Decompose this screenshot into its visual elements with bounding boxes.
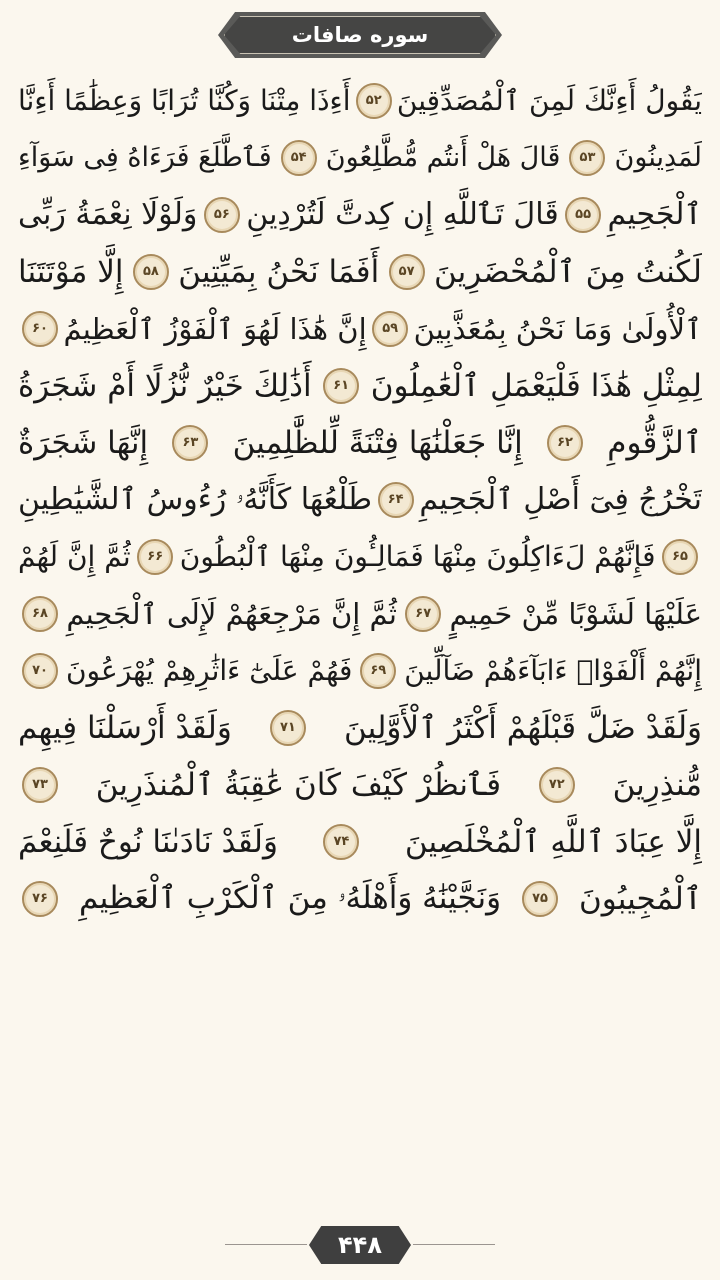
verse-line bbox=[18, 471, 702, 528]
verse-text: فَٱنظُرْ كَيْفَ كَانَ عَٰقِبَةُ ٱلْمُنذَرِينَ bbox=[95, 766, 502, 803]
verse-text: ٱلْأُولَىٰ وَمَا نَحْنُ بِمُعَذَّبِينَ bbox=[413, 311, 702, 346]
verse-text: أَذَٰلِكَ خَيْرٌ نُّزُلًا أَمْ شَجَرَةُ bbox=[18, 367, 312, 404]
ayah-number-marker: ۵۵ bbox=[565, 197, 601, 233]
ayah-number-marker: ۶۴ bbox=[378, 482, 414, 518]
verse-line bbox=[18, 414, 702, 471]
ayah-number-marker: ۵۶ bbox=[204, 197, 240, 233]
ayah-number-marker: ۷۵ bbox=[522, 881, 558, 917]
verse-text: مُّنذِرِينَ bbox=[612, 766, 702, 803]
verse-text: إِنَّهُمْ أَلْفَوْا۟ ءَابَآءَهُمْ ضَآلِّينَ bbox=[404, 654, 702, 687]
verse-text: فَٱطَّلَعَ فَرَءَاهُ فِى سَوَآءِ bbox=[18, 142, 272, 173]
ayah-number-marker: ۶۵ bbox=[662, 539, 698, 575]
ayah-number-marker: ۶۶ bbox=[137, 539, 173, 575]
verse-text: لَكُنتُ مِنَ ٱلْمُحْضَرِينَ bbox=[433, 253, 702, 290]
ayah-number-marker: ۶۹ bbox=[360, 653, 396, 689]
verses-block bbox=[18, 72, 702, 1212]
ayah-number-marker: ۵۹ bbox=[372, 311, 408, 347]
verse-line bbox=[18, 870, 702, 927]
verse-text: أَءِذَا مِتْنَا وَكُنَّا تُرَابًا وَعِظَٰمًا أَءِنَّا bbox=[18, 84, 351, 117]
verse-text: إِلَّا عِبَادَ ٱللَّهِ ٱلْمُخْلَصِينَ bbox=[404, 823, 702, 860]
verse-text: وَنَجَّيْنَٰهُ وَأَهْلَهُۥ مِنَ ٱلْكَرْبِ ٱلْعَظِيمِ bbox=[78, 880, 502, 916]
verse-text: إِنَّهَا شَجَرَةٌ bbox=[18, 424, 149, 461]
verse-text: ٱلْجَحِيمِ bbox=[607, 197, 702, 232]
page-number: ۴۴۸ bbox=[338, 1231, 382, 1259]
ayah-number-marker: ۶۸ bbox=[22, 596, 58, 632]
verse-line bbox=[18, 756, 702, 813]
verse-text: وَلَقَدْ ضَلَّ قَبْلَهُمْ أَكْثَرُ ٱلْأَوَّلِينَ bbox=[344, 709, 702, 746]
ayah-number-marker: ۷۳ bbox=[22, 767, 58, 803]
verse-text: وَلَوْلَا نِعْمَةُ رَبِّى bbox=[18, 197, 198, 232]
ayah-number-marker: ۵۴ bbox=[281, 140, 317, 176]
ayah-number-marker: ۷۴ bbox=[323, 824, 359, 860]
verse-line bbox=[18, 243, 702, 300]
verse-line bbox=[18, 357, 702, 414]
ayah-number-marker: ۵۷ bbox=[389, 254, 425, 290]
verse-text: عَلَيْهَا لَشَوْبًا مِّنْ حَمِيمٍ bbox=[449, 596, 702, 631]
verse-text: لَمَدِينُونَ bbox=[614, 142, 702, 173]
verse-line bbox=[18, 72, 702, 129]
ayah-number-marker: ۷۰ bbox=[22, 653, 58, 689]
verse-text: وَلَقَدْ أَرْسَلْنَا فِيهِم bbox=[18, 709, 232, 746]
verse-line bbox=[18, 699, 702, 756]
verse-text: ثُمَّ إِنَّ مَرْجِعَهُمْ لَإِلَى ٱلْجَحِيمِ bbox=[66, 596, 397, 631]
verse-text: إِنَّا جَعَلْنَٰهَا فِتْنَةً لِّلظَّٰلِمِينَ bbox=[232, 424, 523, 461]
footer-divider-left bbox=[225, 1244, 307, 1245]
ayah-number-marker: ۶۲ bbox=[547, 425, 583, 461]
verse-text: قَالَ تَٱللَّهِ إِن كِدتَّ لَتُرْدِينِ bbox=[246, 197, 559, 232]
ayah-number-marker: ۷۲ bbox=[539, 767, 575, 803]
verse-text: طَلْعُهَا كَأَنَّهُۥ رُءُوسُ ٱلشَّيَٰطِينِ bbox=[18, 482, 372, 517]
surah-header bbox=[218, 12, 502, 58]
ayah-number-marker: ۶۱ bbox=[323, 368, 359, 404]
surah-title: سوره صافات bbox=[291, 23, 429, 47]
ayah-number-marker: ۵۳ bbox=[569, 140, 605, 176]
ayah-number-marker: ۶۷ bbox=[405, 596, 441, 632]
verse-text: ٱلزَّقُّومِ bbox=[607, 424, 702, 461]
verse-line bbox=[18, 129, 702, 186]
verse-text: وَلَقَدْ نَادَىٰنَا نُوحٌ فَلَنِعْمَ bbox=[18, 823, 278, 860]
verse-text: فَإِنَّهُمْ لَءَاكِلُونَ مِنْهَا فَمَالِـُٔونَ مِنْهَا ٱلْبُطُونَ bbox=[179, 540, 656, 573]
verse-text: لِمِثْلِ هَٰذَا فَلْيَعْمَلِ ٱلْعَٰمِلُونَ bbox=[370, 367, 702, 404]
verse-line bbox=[18, 528, 702, 585]
ayah-number-marker: ۷۶ bbox=[22, 881, 58, 917]
verse-line bbox=[18, 186, 702, 243]
verse-line bbox=[18, 642, 702, 699]
verse-text: إِلَّا مَوْتَتَنَا bbox=[18, 253, 124, 290]
ayah-number-marker: ۵۸ bbox=[133, 254, 169, 290]
verse-text: ثُمَّ إِنَّ لَهُمْ bbox=[18, 540, 131, 573]
verse-text: قَالَ هَلْ أَنتُم مُّطَّلِعُونَ bbox=[325, 142, 561, 173]
verse-text: إِنَّ هَٰذَا لَهُوَ ٱلْفَوْزُ ٱلْعَظِيمُ bbox=[63, 311, 367, 346]
ayah-number-marker: ۶۰ bbox=[22, 311, 58, 347]
verse-line bbox=[18, 585, 702, 642]
verse-text: ٱلْمُجِيبُونَ bbox=[578, 880, 702, 917]
ayah-number-marker: ۷۱ bbox=[270, 710, 306, 746]
page-number-badge bbox=[309, 1226, 411, 1264]
verse-line bbox=[18, 300, 702, 357]
verse-text: أَفَمَا نَحْنُ بِمَيِّتِينَ bbox=[178, 253, 380, 290]
ayah-number-marker: ۵۲ bbox=[356, 83, 392, 119]
verse-text: تَخْرُجُ فِىٓ أَصْلِ ٱلْجَحِيمِ bbox=[419, 482, 702, 517]
ayah-number-marker: ۶۳ bbox=[172, 425, 208, 461]
verse-line bbox=[18, 813, 702, 870]
footer-divider-right bbox=[413, 1244, 495, 1245]
verse-text: فَهُمْ عَلَىٰٓ ءَاثَٰرِهِمْ يُهْرَعُونَ bbox=[65, 654, 353, 687]
verse-text: يَقُولُ أَءِنَّكَ لَمِنَ ٱلْمُصَدِّقِينَ bbox=[396, 84, 702, 117]
